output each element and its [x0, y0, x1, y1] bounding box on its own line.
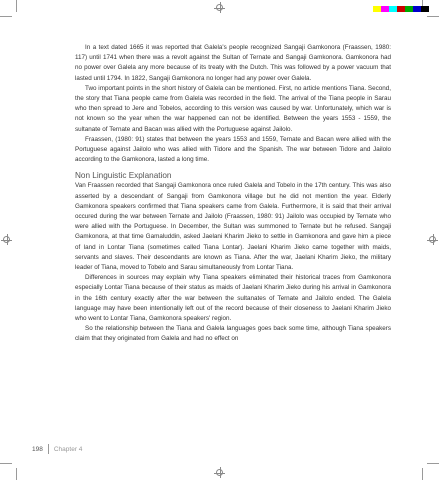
- body-paragraph: Van Fraassen recorded that Sangaji Gamkonora once ruled Galela and Tobelo in the 17th century. This was also asserted by a descendant of Sangaji from Gamkonora village but he did not mention the year. Elderly Gamkonora speakers confirmed that Tiana speakers came from Galela. Furthermore, it is said that their arrival occured during the war between Ternate and Jailolo (Fraassen, 1980: 91) Jailolo was occupied by Ternate who were allied with the Portuguese. In December, the Sultan was summoned to Ternate but he refused. Sangaji Gamkonora, at that time Gamaluddin, asked Jaelani Kharim Jieko to settle in Gamkonora and gave him a piece of land in Lontar Tiana (sometimes called Tiana Lontar). Jaelani Kharim Jieko came together with maids, servants and slaves. Their descendants are known as Tiana. After the war, Jaelani Kharim Jieko, the military leader of Tiana, moved to Tobelo and Sarau simultaneously from Lontar Tiana.: [75, 182, 391, 272]
- registration-mark-top: [216, 4, 223, 11]
- color-swatch: [389, 6, 397, 12]
- body-paragraph: Differences in sources may explain why Tiana speakers eliminated their historical traces from Gamkonora especially Lontar Tiana because of their status as maids of Jaelani Kharim Jieko during his arrival in Gamkonora in the 16th century exactly after the war between the sultanates of Ternate and Jailolo ended. The Galela language may have been intentionally left out of the record because of their closeness to Jaelani Kharim Jieko who went to Lontar Tiana, Gamkonora speakers' region.: [75, 274, 391, 323]
- crop-mark-bottom-left-v: [16, 468, 17, 480]
- color-swatch: [373, 6, 381, 12]
- footer-divider: [48, 444, 49, 454]
- body-paragraph: Fraassen, (1980: 91) states that between the years 1553 and 1559, Ternate and Bacan were allied with the Portuguese against Jailolo who was allied with Tidore and the Spanish. The war between Tidore and Jailolo according to the Gamkonora, lasted a long time.: [75, 135, 391, 164]
- color-swatch: [397, 6, 405, 12]
- body-paragraph: In a text dated 1665 it was reported that Galela's people recognized Sangaji Gamkonora (Fraassen, 1980: 117) until 1741 when there was a revolt against the Sultan of Ternate and Sangaji Gamkonora. Gamkonora had no power over Galela any more because of its treaty with the Dutch. This was followed by a power vacuum that lasted until 1794. In 1822, Sangaji Gamkonora no longer had any power over Galela.: [75, 44, 391, 82]
- color-swatch: [413, 6, 421, 12]
- crop-mark-top-right-h: [427, 16, 439, 17]
- color-swatch: [381, 6, 389, 12]
- color-swatch: [421, 6, 429, 12]
- page-footer: [32, 444, 82, 454]
- body-paragraph: Two important points in the short history of Galela can be mentioned. First, no article mentions Tiana. Second, the story that Tiana people came from Galela was recorded in the field. The arrival of the Tiana people in Sarau who then spread to Jere and Tobelos, according to this version was caused by war. Unfortunately, which war is not known so the year when the war happened can not be identified. Between the years 1553 - 1559, the sultanate of Ternate and Bacan was allied with the Portuguese against Jailolo.: [75, 84, 391, 133]
- body-paragraph: So the relationship between the Tiana and Galela languages goes back some time, although Tiana speakers claim that they originated from Galela and had no effect on: [75, 325, 391, 343]
- crop-mark-bottom-left-h: [0, 463, 12, 464]
- color-swatch: [405, 6, 413, 12]
- crop-mark-top-left-v: [16, 0, 17, 12]
- chapter-label: Chapter 4: [53, 445, 83, 453]
- page-body: [75, 43, 391, 345]
- crop-mark-top-left-h: [0, 16, 12, 17]
- crop-mark-bottom-right-v: [422, 468, 423, 480]
- registration-mark-bottom: [216, 469, 223, 476]
- color-calibration-bar: [373, 6, 429, 12]
- page-number: 198: [32, 445, 43, 453]
- registration-mark-right: [429, 236, 436, 243]
- registration-mark-left: [3, 236, 10, 243]
- crop-mark-bottom-right-h: [427, 463, 439, 464]
- section-heading: Non Linguistic Explanation: [75, 171, 172, 181]
